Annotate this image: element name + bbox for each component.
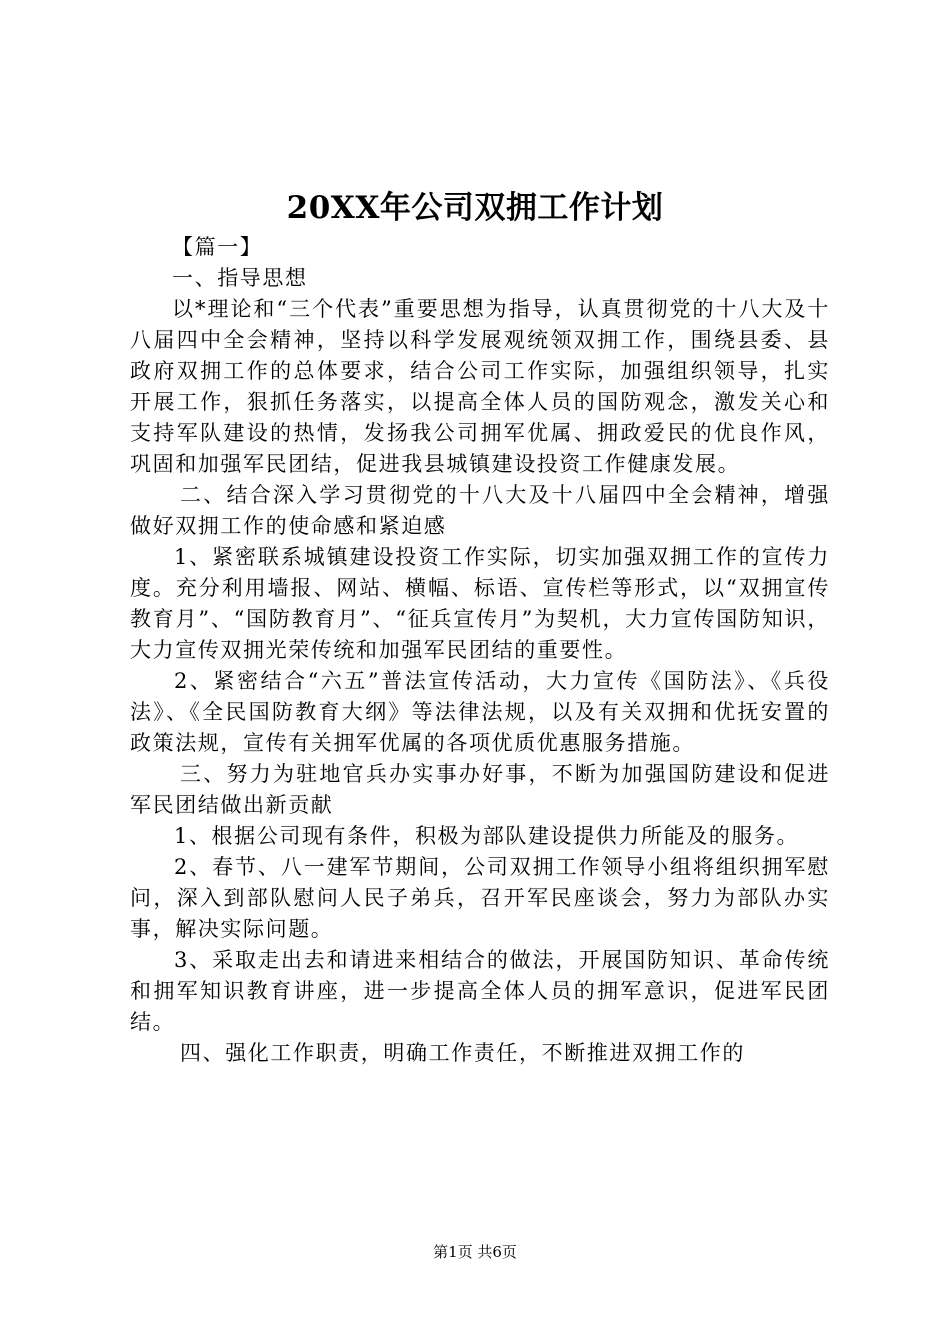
page-number-footer: 第1页 共6页 [433,1243,517,1261]
paragraph-three-item-3: 3、采取走出去和请进来相结合的做法，开展国防知识、革命传统和拥军知识教育讲座，进一步提高全体人员的拥军意识，促进军民团结。 [130,948,830,1034]
paragraph-three-item-2: 2、春节、八一建军节期间，公司双拥工作领导小组将组织拥军慰问，深入到部队慰问人民子弟兵，召开军民座谈会，努力为部队办实事，解决实际问题。 [130,855,830,941]
paragraph-two-item-1: 1、紧密联系城镇建设投资工作实际，切实加强双拥工作的宣传力度。充分利用墙报、网站、横幅、标语、宣传栏等形式，以“双拥宣传教育月”、“国防教育月”、“征兵宣传月”为契机，大力宣传国防知识，大力宣传双拥光荣传统和加强军民团结的重要性。 [130,545,830,662]
heading-guiding-thought: 一、指导思想 [172,266,308,290]
paragraph-guiding-thought: 以*理论和“三个代表”重要思想为指导，认真贯彻党的十八大及十八届四中全会精神，坚持以科学发展观统领双拥工作，围绕县委、县政府双拥工作的总体要求，结合公司工作实际，加强组织领导，扎实开展工作，狠抓任务落实，以提高全体人员的国防观念，激发关心和支持军队建设的热情，发扬我公司拥军优属、拥政爱民的优良作风，巩固和加强军民团结，促进我县城镇建设投资工作健康发展。 [130,297,830,476]
section-marker: 【篇一】 [172,235,263,259]
heading-section-three: 三、努力为驻地官兵办实事办好事，不断为加强国防建设和促进军民团结做出新贡献 [130,762,830,817]
paragraph-two-item-2: 2、紧密结合“六五”普法宣传活动，大力宣传《国防法》、《兵役法》、《全民国防教育大纲》等法律法规，以及有关双拥和优抚安置的政策法规，宣传有关拥军优属的各项优质优惠服务措施。 [130,669,830,755]
document-body [130,232,830,1069]
paragraph-three-item-1: 1、根据公司现有条件，积极为部队建设提供力所能及的服务。 [174,824,800,848]
document-title: 20XX年公司双拥工作计划 [286,190,664,226]
heading-section-four: 四、强化工作职责，明确工作责任，不断推进双拥工作的 [180,1041,745,1065]
heading-section-two: 二、结合深入学习贯彻党的十八大及十八届四中全会精神，增强做好双拥工作的使命感和紧迫感 [130,483,830,538]
